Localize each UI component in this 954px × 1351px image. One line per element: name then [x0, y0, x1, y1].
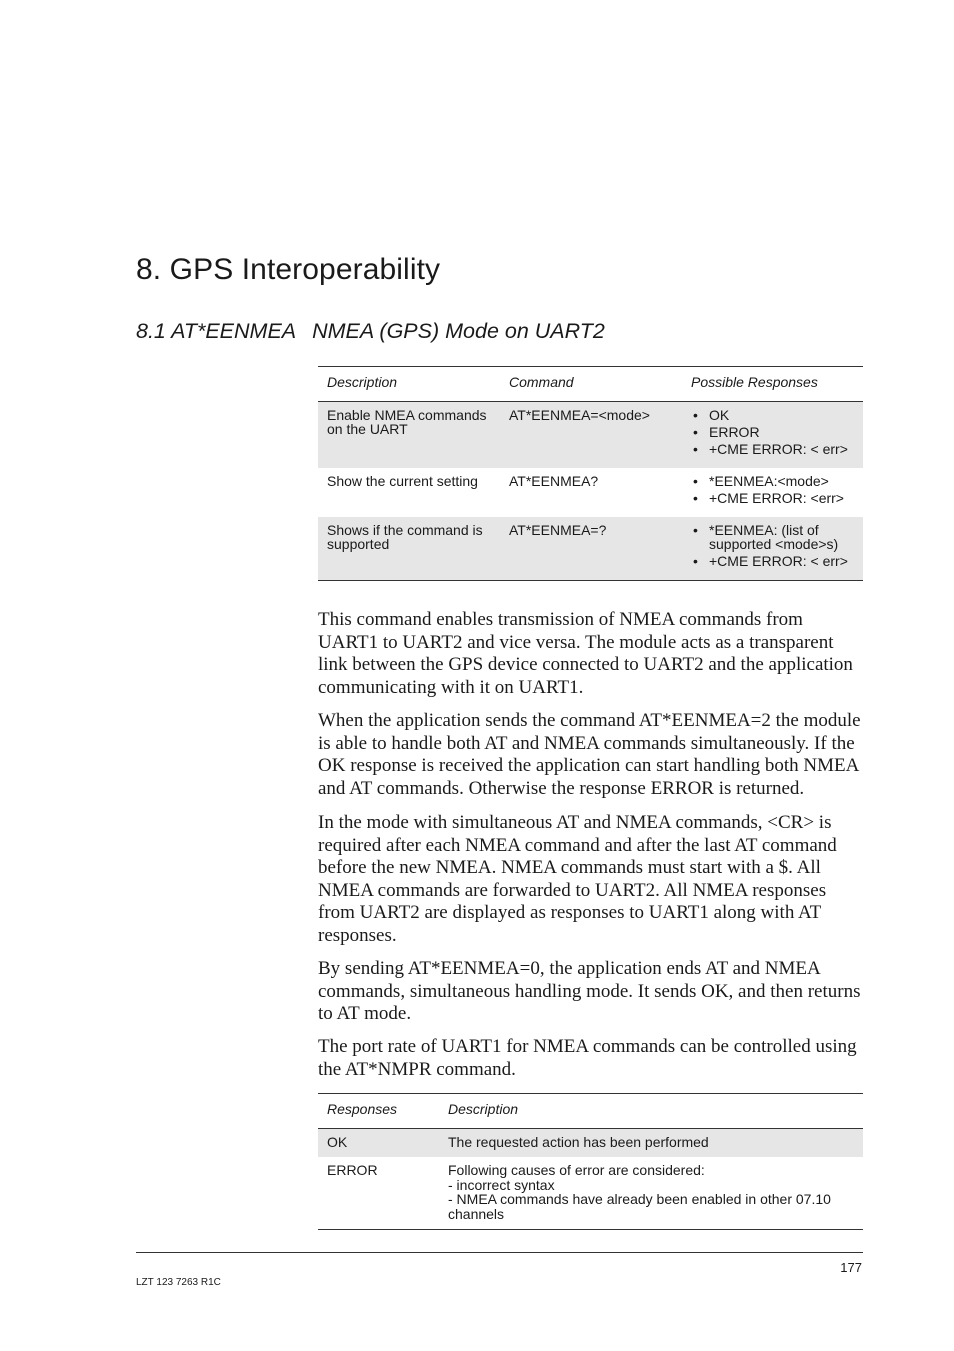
table-row — [318, 1128, 863, 1157]
row-description — [439, 1128, 863, 1157]
description-line: Following causes of error are considered: — [448, 1162, 705, 1178]
description-line: - incorrect syntax — [448, 1176, 555, 1193]
command-table — [318, 366, 863, 581]
page-number: 177 — [840, 1260, 862, 1275]
column-header-description: Description — [327, 374, 398, 390]
row-responses — [682, 517, 863, 581]
chapter-title: 8. GPS Interoperability — [136, 253, 441, 286]
response-item: • +CME ERROR: <err> — [691, 491, 854, 506]
section-title — [136, 319, 605, 344]
row-description: Enable NMEA commands on the UART — [318, 401, 500, 468]
row-description: Shows if the command is supported — [318, 517, 500, 581]
table-row — [318, 1157, 863, 1230]
response-list — [691, 523, 854, 569]
description-line: The requested action has been performed — [448, 1133, 709, 1150]
table-row — [318, 401, 863, 468]
row-command: AT*EENMEA=? — [500, 517, 682, 581]
response-item: • +CME ERROR: < err> — [691, 554, 854, 569]
row-responses — [682, 468, 863, 517]
response-table-header-row — [318, 1094, 863, 1129]
row-responses — [682, 401, 863, 468]
section-command: AT*EENMEA — [171, 319, 297, 343]
response-list — [691, 408, 854, 457]
table-row — [318, 468, 863, 517]
row-command: AT*EENMEA=<mode> — [500, 401, 682, 468]
row-response: OK — [318, 1128, 439, 1157]
response-item: • +CME ERROR: < err> — [691, 442, 854, 457]
response-item: • OK — [691, 408, 854, 423]
column-header-command: Command — [509, 374, 574, 390]
column-header-description: Description — [448, 1101, 519, 1117]
column-header-possible-responses: Possible Responses — [691, 374, 818, 390]
response-table — [318, 1093, 863, 1230]
section-heading-text: NMEA (GPS) Mode on UART2 — [312, 319, 605, 343]
row-description: Show the current setting — [327, 472, 478, 489]
column-header-responses: Responses — [327, 1101, 398, 1117]
command-table-header-row — [318, 367, 863, 402]
description-line: - NMEA commands have already been enabled in other 07.10 channels — [448, 1191, 831, 1222]
row-response: ERROR — [327, 1162, 378, 1178]
row-description — [439, 1157, 863, 1230]
response-item: • ERROR — [691, 425, 854, 440]
section-number: 8.1 — [136, 319, 166, 343]
response-list — [691, 474, 854, 506]
footer-rule — [136, 1252, 863, 1253]
body-paragraph: In the mode with simultaneous AT and NMEA commands, <CR> is required after each NMEA command and after the last AT command before the new NMEA. NMEA commands must start with a $. All NMEA commands are forwarded to UART2. All NMEA responses from UART2 are displayed as responses to UART1 along with AT responses. — [318, 812, 837, 946]
table-row — [318, 517, 863, 581]
body-paragraph: This command enables transmission of NMEA commands from UART1 to UART2 and vice versa. The module acts as a transparent link between the GPS device connected to UART2 and the application communicating with it on UART1. — [318, 609, 853, 698]
response-item: • *EENMEA:<mode> — [691, 474, 854, 489]
body-paragraph: When the application sends the command AT*EENMEA=2 the module is able to handle both AT and NMEA commands simultaneously. If the OK response is received the application can start handling both NMEA and AT commands. Otherwise the response ERROR is returned. — [318, 710, 861, 799]
document-reference: LZT 123 7263 R1C — [136, 1277, 221, 1288]
body-paragraph: By sending AT*EENMEA=0, the application ends AT and NMEA commands, simultaneous handling mode. It sends OK, and then returns to AT mode. — [318, 958, 861, 1024]
body-paragraph: The port rate of UART1 for NMEA commands can be controlled using the AT*NMPR command. — [318, 1036, 857, 1080]
response-item: • *EENMEA: (list of supported <mode>s) — [691, 523, 854, 552]
row-command: AT*EENMEA? — [509, 472, 599, 489]
